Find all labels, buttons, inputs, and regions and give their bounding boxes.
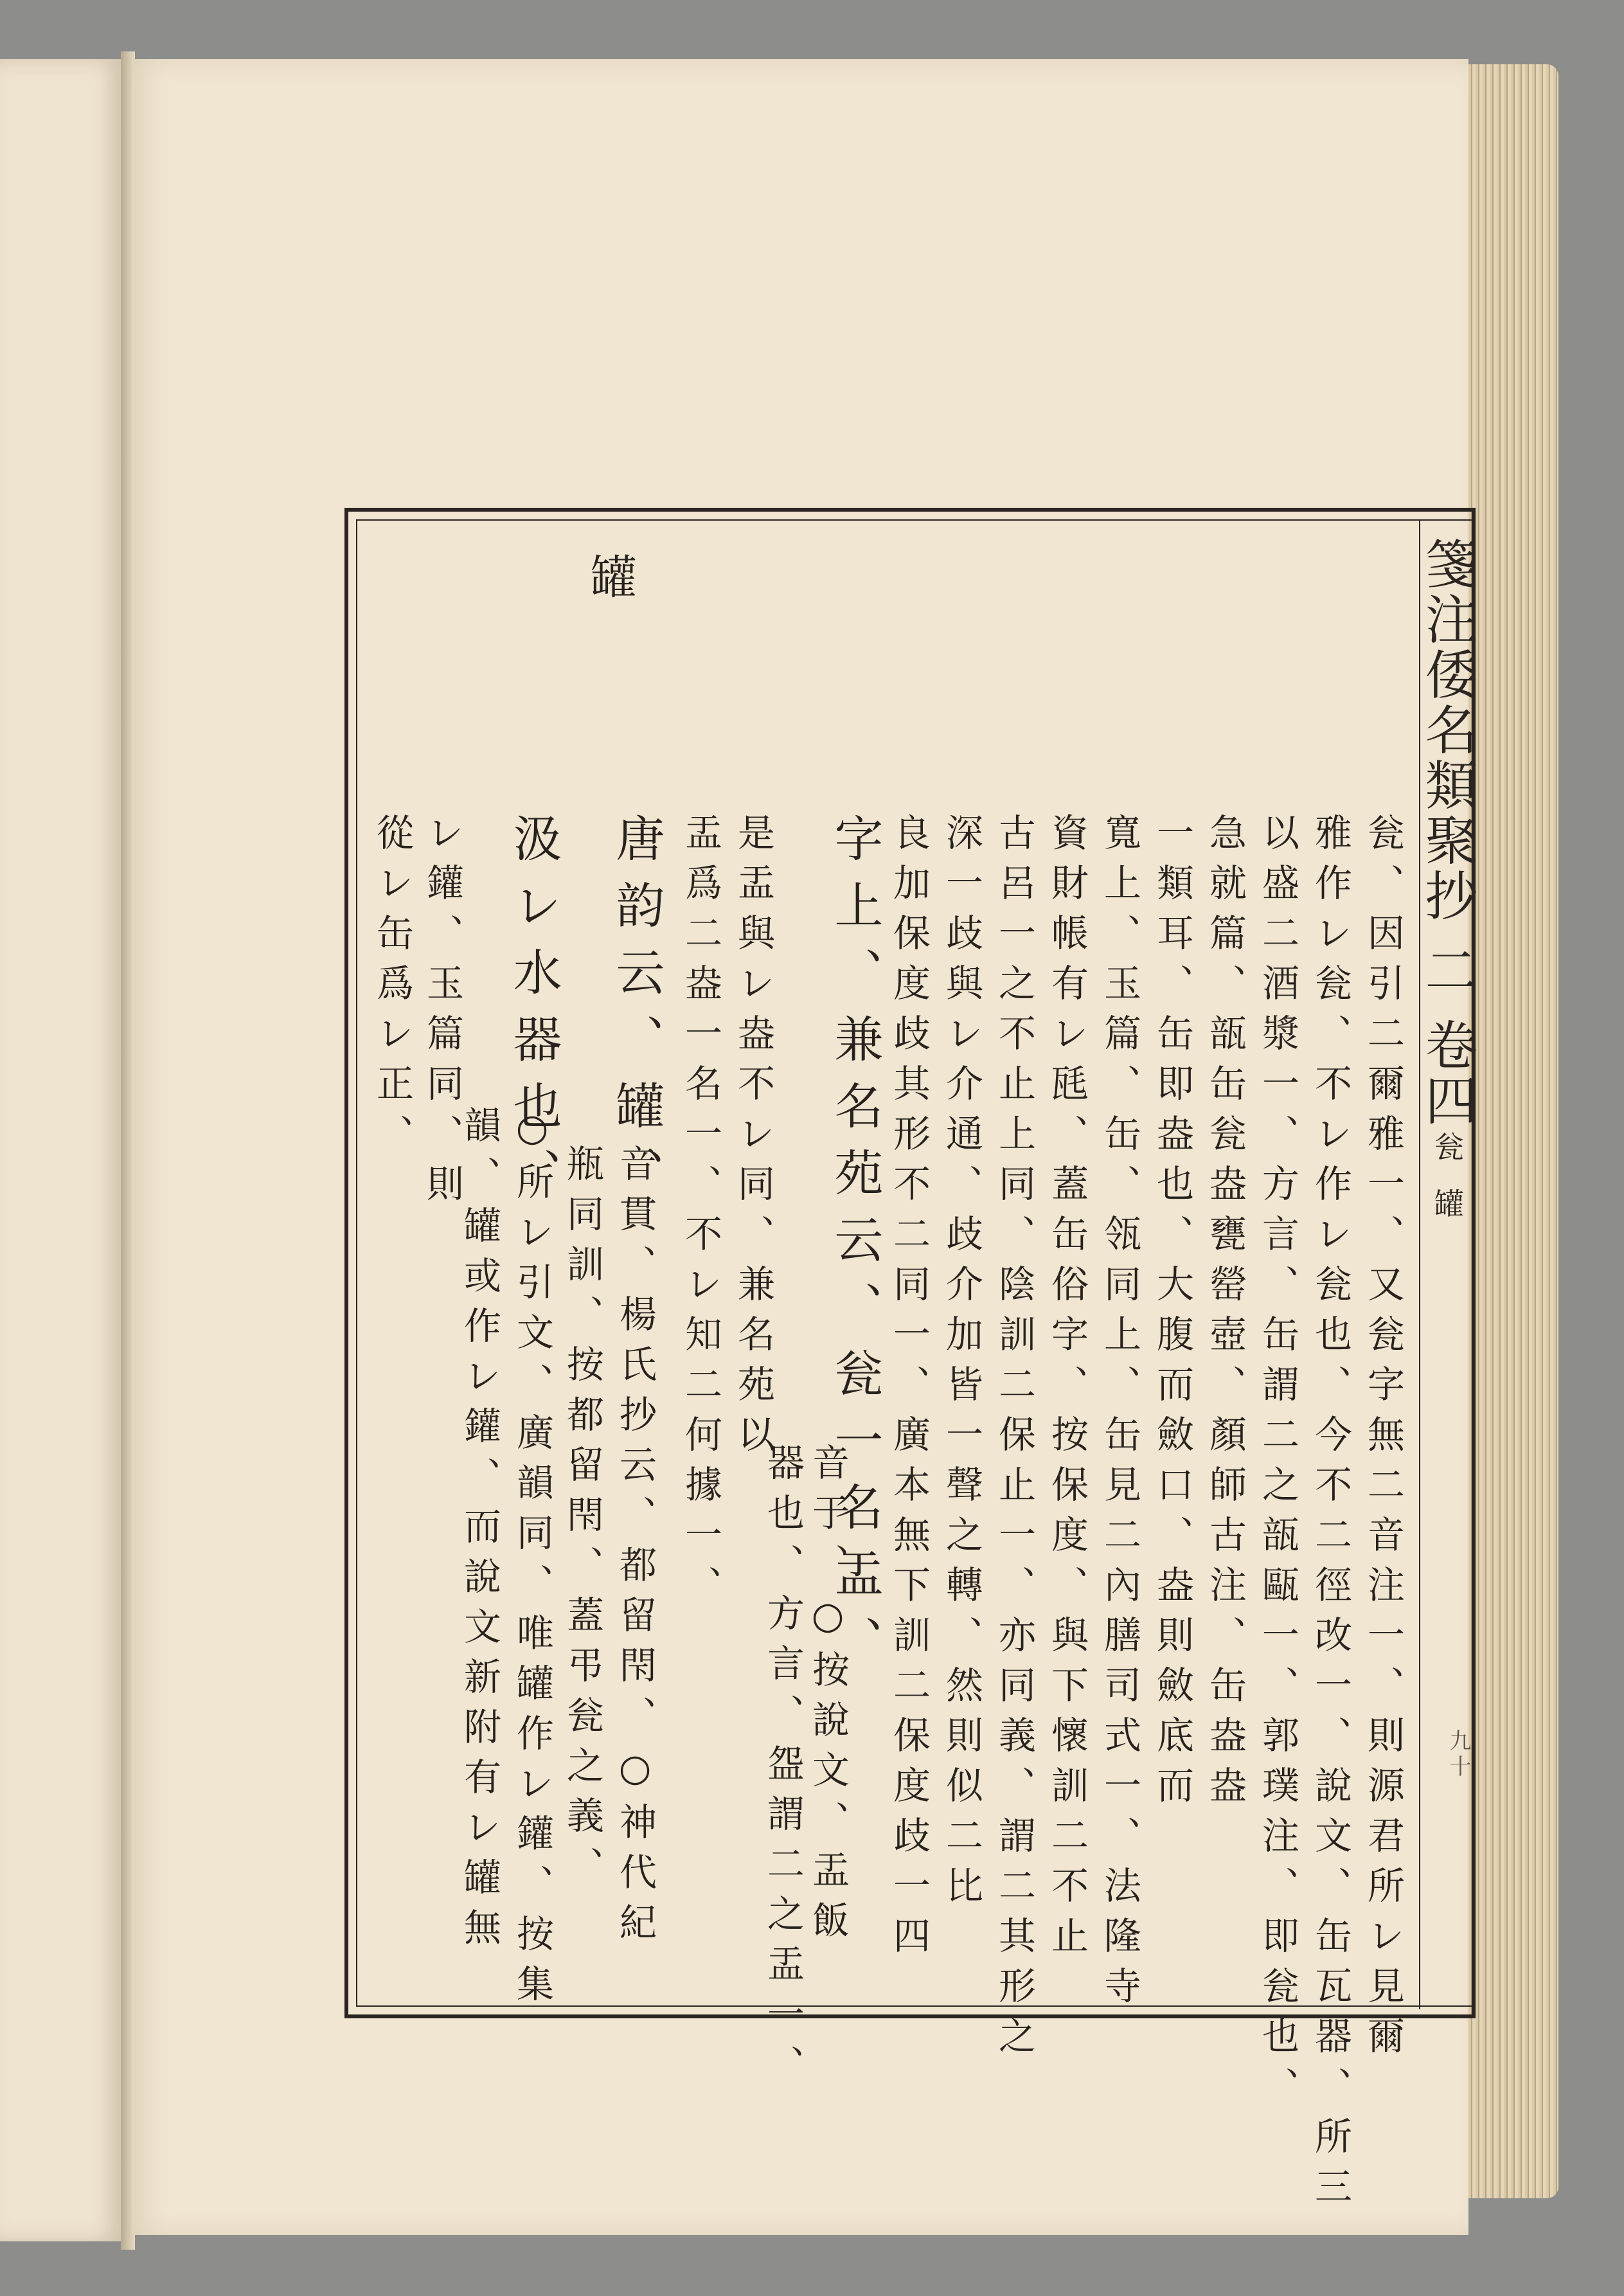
text-column-15: 音貫、楊氏抄云、都留閇、○神代紀 bbox=[613, 1144, 657, 1953]
text-column-5: 一類耳、缶即盎也、大腹而斂口、盎則斂底而 bbox=[1150, 813, 1194, 1816]
text-column-7: 資財帳有レ瓱、蓋缶俗字、按保度、與下懷訓二不止 bbox=[1045, 813, 1089, 1966]
inline-note-right: 音于、○按說文、盂飯 bbox=[806, 1443, 850, 1951]
text-column-13: 盂爲二盎一名一、不レ知二何據一、 bbox=[679, 813, 722, 1615]
text-column-2: 雅作レ瓮、不レ作レ瓮也、今不二徑改一、說文、缶瓦器、所三 bbox=[1308, 813, 1352, 2217]
running-title: 箋注倭名類聚抄 二 卷四 bbox=[1416, 537, 1477, 1129]
text-column-10: 良加保度歧其形不二同一、廣本無下訓二保度歧一四 bbox=[887, 813, 931, 1966]
facing-page bbox=[0, 59, 122, 2241]
text-column-9: 深一歧與レ介通、歧介加皆一聲之轉、然則似二比 bbox=[940, 813, 983, 1916]
text-column-18: ○所レ引文、廣韻同、唯罐作レ鑵、按集 bbox=[510, 1106, 554, 2014]
text-column-14: 唐韵云、罐、 bbox=[608, 813, 665, 1214]
page-edges bbox=[1468, 64, 1558, 2198]
text-column-4: 急就篇、瓿缶瓮盎甕罃壺、顏師古注、缶盎盎 bbox=[1203, 813, 1247, 1816]
page-number: 九十 bbox=[1445, 1729, 1471, 1780]
text-column-11: 字上、兼名苑云、瓮一名盂、 bbox=[826, 813, 884, 1682]
text-column-16: 瓶同訓、按都留閇、蓋弔瓮之義、 bbox=[560, 1144, 604, 1896]
text-column-17: 汲レ水器也、 bbox=[505, 813, 562, 1214]
text-column-21: 從レ缶爲レ正、 bbox=[370, 813, 414, 1164]
text-column-19: 韻、罐或作レ鑵、而說文新附有レ罐無 bbox=[458, 1106, 501, 1958]
text-column-8: 古呂一之不止上同、陰訓二保止一、亦同義、謂二其形之 bbox=[992, 813, 1036, 2067]
inline-note-left: 器也、方言、盌謂二之盂一、 bbox=[761, 1443, 805, 2095]
text-column-12: 是盂與レ盎不レ同、兼名苑以 bbox=[731, 813, 775, 1465]
entry-headword: 罐 bbox=[583, 553, 637, 614]
text-column-1: 瓮、因引二爾雅一、又瓮字無二音注一、則源君所レ見爾 bbox=[1361, 813, 1405, 2067]
text-column-6: 寬上、玉篇、缶、瓴同上、缶見二內膳司式一、法隆寺 bbox=[1098, 813, 1141, 2016]
text-column-3: 以盛二酒漿一、方言、缶謂二之瓿甌一、郭璞注、即瓮也、 bbox=[1256, 813, 1299, 2117]
section-heading: 瓮 罐 bbox=[1430, 1131, 1465, 1227]
text-column-20: レ鑵、玉篇同、則 bbox=[420, 813, 464, 1214]
